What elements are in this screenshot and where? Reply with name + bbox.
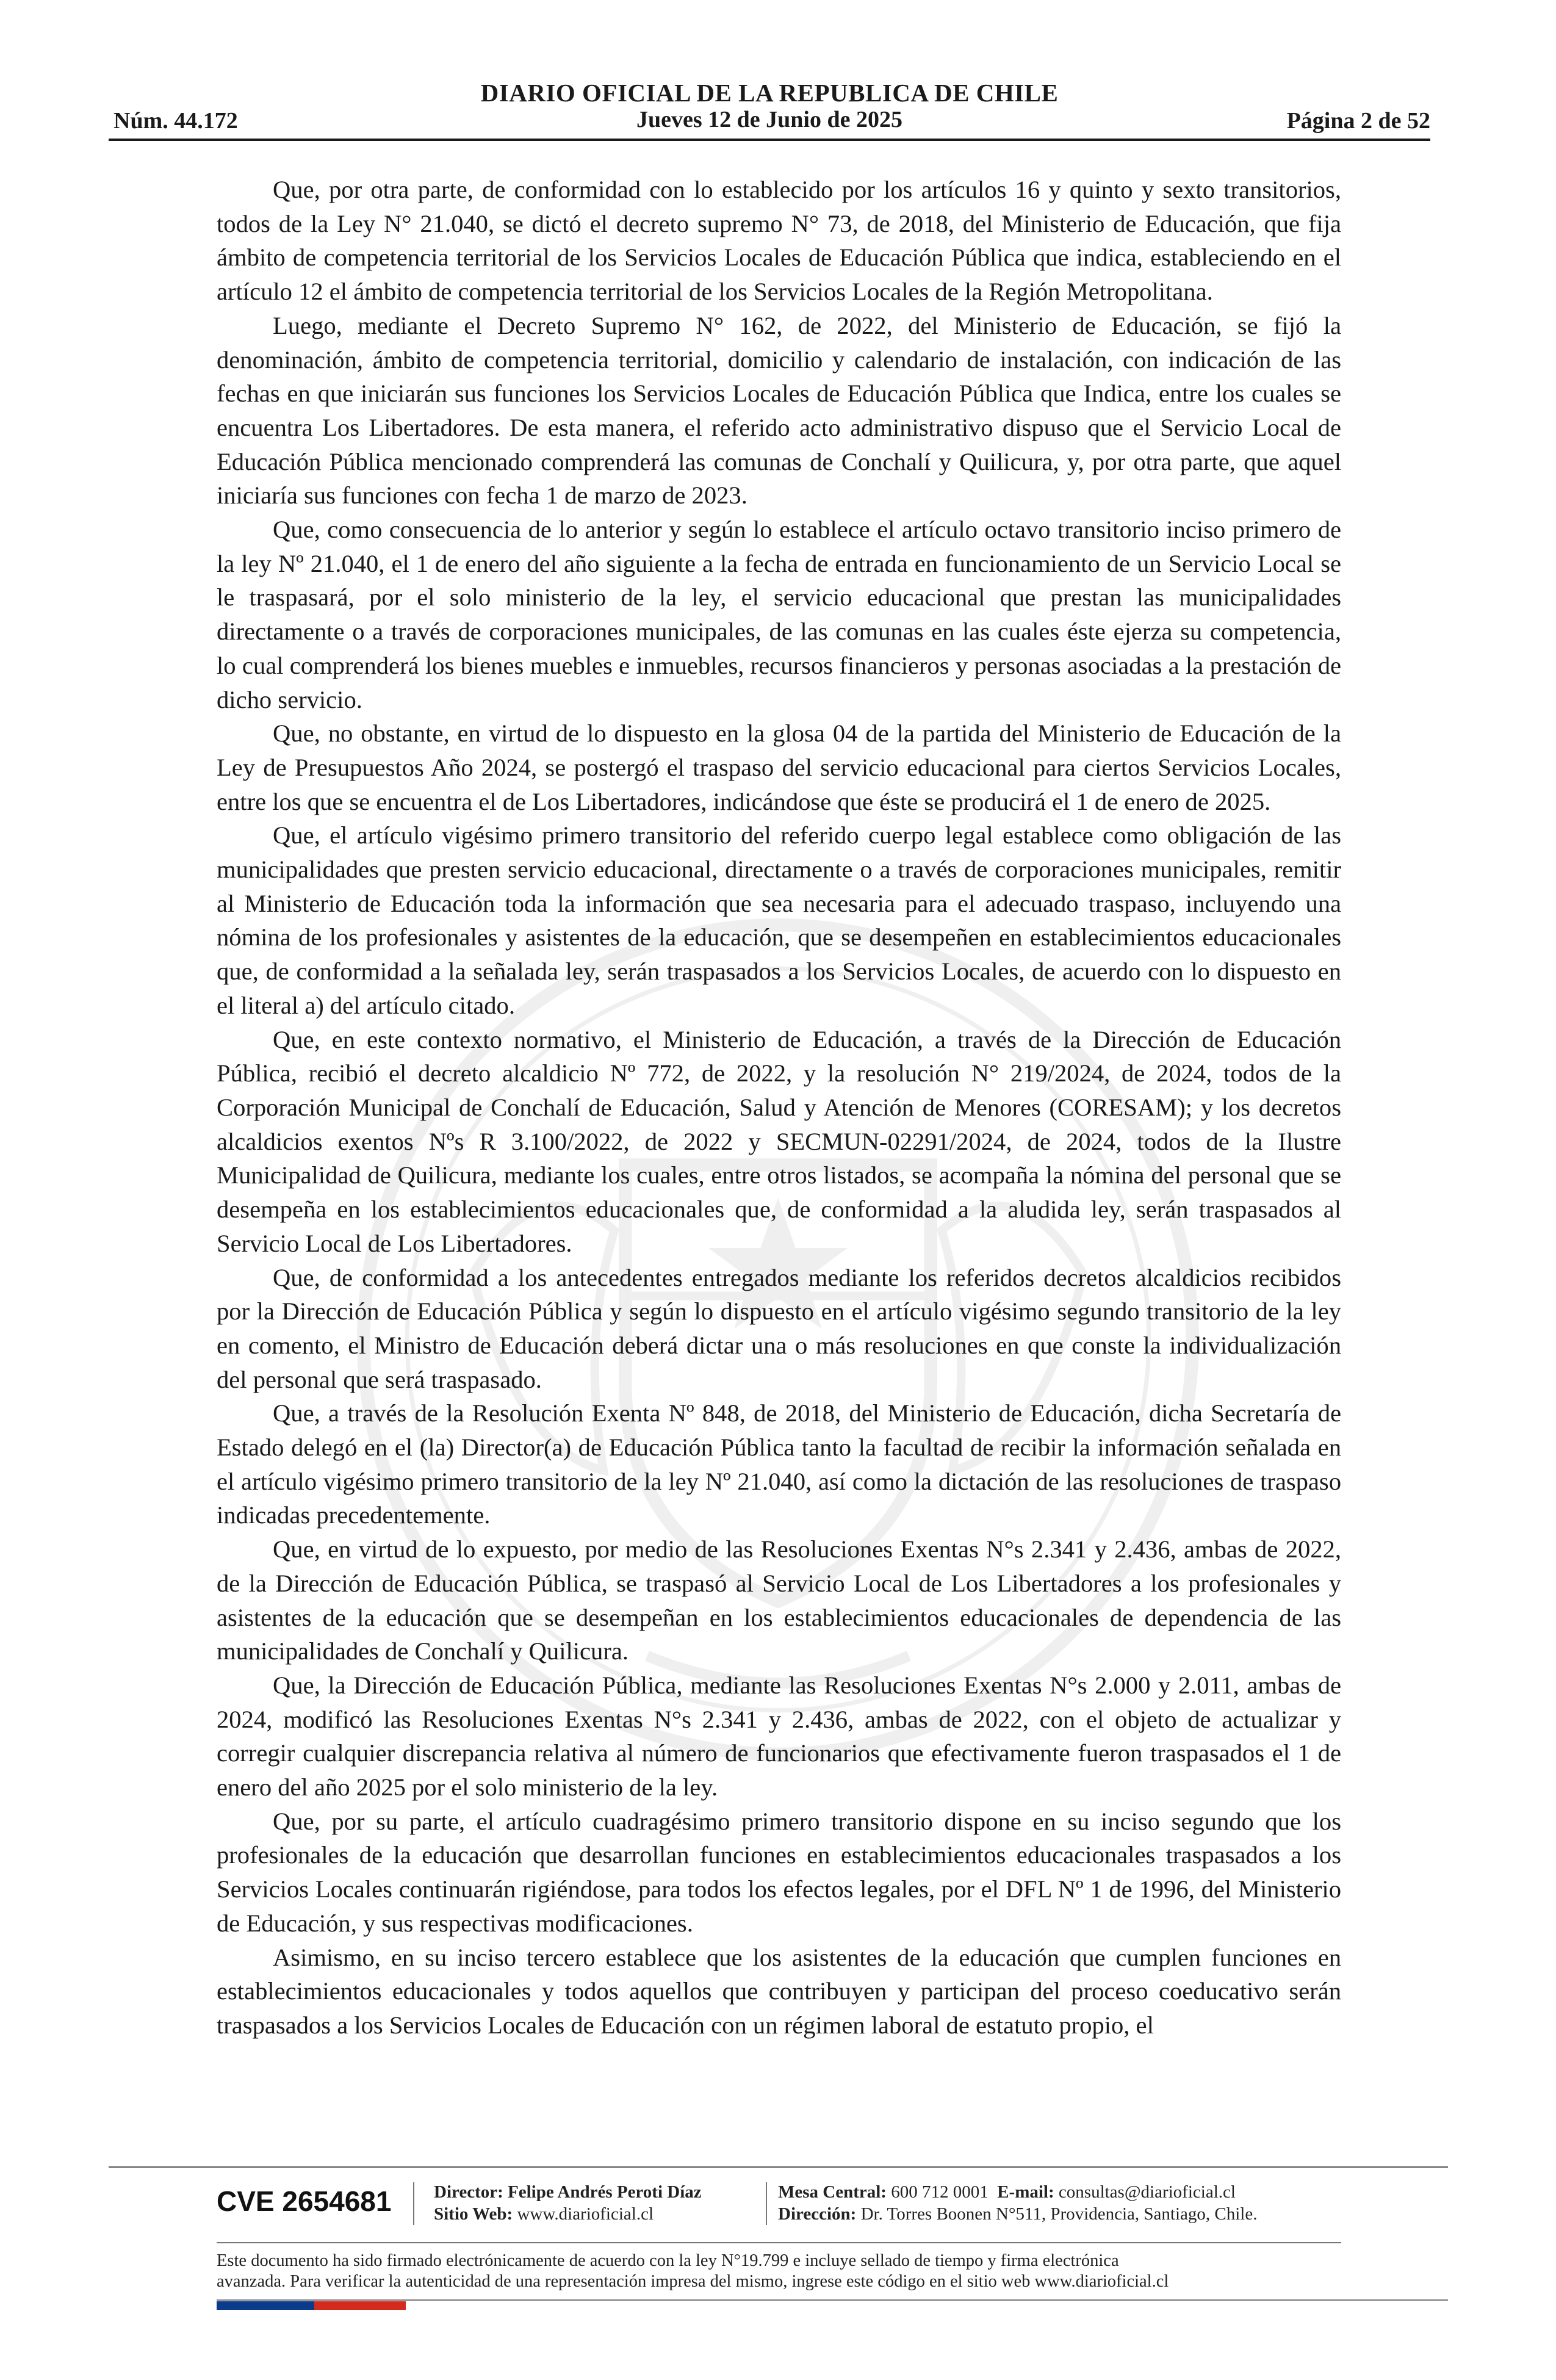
- address-label: Dirección:: [778, 2204, 857, 2224]
- director-name: Felipe Andrés Peroti Díaz: [508, 2182, 702, 2202]
- footer-divider-top: [109, 2166, 1448, 2168]
- footer-divider-bottom: [217, 2299, 1448, 2301]
- paragraph: Que, no obstante, en virtud de lo dispuesto en la glosa 04 de la partida del Ministerio de Educación de la Ley de Presupuestos Año 2024, se postergó el traspaso del servicio educacional para ciertos Servicios Locales, entre los que se encuentra el de Los Libertadores, indicándose que éste se producirá el 1 de enero de 2025.: [217, 719, 1341, 815]
- legal-notice: [217, 2251, 1352, 2292]
- paragraph: Que, de conformidad a los antecedentes entregados mediante los referidos decretos alcaldicios recibidos por la Dirección de Educación Pública y según lo dispuesto en el artículo vigésimo segundo transitorio de la ley en comento, el Ministro de Educación deberá dictar una o más resoluciones en que conste la individualización del personal que será traspasado.: [217, 1263, 1341, 1393]
- legal-notice-line: Este documento ha sido firmado electrónicamente de acuerdo con la ley N°19.799 e incluye sellado de tiempo y firma electrónica: [217, 2251, 1119, 2270]
- website-label: Sitio Web:: [434, 2204, 513, 2224]
- paragraph: Que, a través de la Resolución Exenta Nº 848, de 2018, del Ministerio de Educación, dicha Secretaría de Estado delegó en el (la) Director(a) de Educación Pública tanto la facultad de recibir la información señalada en el artículo vigésimo primero transitorio de la ley Nº 21.040, así como la dictación de las resoluciones de traspaso indicadas precedentemente.: [217, 1399, 1341, 1529]
- address-text: Dr. Torres Boonen N°511, Providencia, Santiago, Chile.: [860, 2204, 1258, 2224]
- page-indicator: Página 2 de 52: [1286, 108, 1430, 134]
- page-footer: [217, 2179, 1341, 2240]
- header-divider: [109, 139, 1430, 141]
- email-link[interactable]: consultas@diarioficial.cl: [1058, 2182, 1236, 2202]
- email-label: E-mail:: [997, 2182, 1054, 2202]
- issue-number: Núm. 44.172: [113, 108, 238, 134]
- cve-code: CVE 2654681: [217, 2185, 392, 2217]
- footer-separator: [766, 2182, 767, 2225]
- page-header: [109, 73, 1430, 142]
- paragraph: Que, por su parte, el artículo cuadragésimo primero transitorio dispone en su inciso segundo que los profesionales de la educación que desarrollan funciones en establecimientos educacionales traspasados a los Servicios Locales continuarán rigiéndose, para todos los efectos legales, por el DFL Nº 1 de 1996, del Ministerio de Educación, y sus respectivas modificaciones.: [217, 1807, 1341, 1937]
- footer-separator: [413, 2182, 414, 2225]
- paragraph: Asimismo, en su inciso tercero establece que los asistentes de la educación que cumplen funciones en establecimientos educacionales y todos aquellos que contribuyen y participan del proceso coeducativo serán traspasados a los Servicios Locales de Educación con un régimen laboral de estatuto propio, el: [217, 1943, 1341, 2039]
- document-body: [217, 173, 1341, 2043]
- flag-blue-segment: [217, 2301, 314, 2310]
- legal-notice-line: avanzada. Para verificar la autenticidad de una representación impresa del mismo, ingrese este código en el sitio web www.diarioficial.cl: [217, 2272, 1169, 2291]
- flag-color-bar: [217, 2301, 406, 2310]
- paragraph: Que, como consecuencia de lo anterior y según lo establece el artículo octavo transitorio inciso primero de la ley Nº 21.040, el 1 de enero del año siguiente a la fecha de entrada en funcionamiento de un Servicio Local se le traspasará, por el solo ministerio de la ley, el servicio educacional que prestan las municipalidades directamente o a través de corporaciones municipales, de las comunas en las cuales éste ejerza su competencia, lo cual comprenderá los bienes muebles e inmuebles, recursos financieros y personas asociadas a la prestación de dicho servicio.: [217, 516, 1341, 713]
- website-link[interactable]: www.diarioficial.cl: [517, 2204, 654, 2224]
- paragraph: Que, la Dirección de Educación Pública, mediante las Resoluciones Exentas N°s 2.000 y 2.011, ambas de 2024, modificó las Resoluciones Exentas N°s 2.341 y 2.436, ambas de 2022, con el objeto de actualizar y corregir cualquier discrepancia relativa al número de funcionarios que efectivamente fueron traspasados el 1 de enero del año 2025 por el solo ministerio de la ley.: [217, 1671, 1341, 1801]
- phone-number: 600 712 0001: [891, 2182, 989, 2202]
- issue-date: Jueves 12 de Junio de 2025: [636, 107, 902, 132]
- paragraph: Que, en virtud de lo expuesto, por medio de las Resoluciones Exentas N°s 2.341 y 2.436, ambas de 2022, de la Dirección de Educación Pública, se traspasó al Servicio Local de Los Libertadores a los profesionales y asistentes de la educación que se desempeñan en los establecimientos educacionales de dependencia de las municipalidades de Conchalí y Quilicura.: [217, 1535, 1341, 1665]
- footer-divider-mid: [217, 2242, 1341, 2243]
- journal-title: DIARIO OFICIAL DE LA REPUBLICA DE CHILE: [480, 79, 1059, 107]
- paragraph: Luego, mediante el Decreto Supremo N° 162, de 2022, del Ministerio de Educación, se fijó la denominación, ámbito de competencia territorial, domicilio y calendario de instalación, con indicación de las fechas en que iniciarán sus funciones los Servicios Locales de Educación Pública que Indica, entre los cuales se encuentra Los Libertadores. De esta manera, el referido acto administrativo dispuso que el Servicio Local de Educación Pública mencionado comprenderá las comunas de Conchalí y Quilicura, y, por otra parte, que aquel iniciaría sus funciones con fecha 1 de marzo de 2023.: [217, 311, 1341, 510]
- flag-red-segment: [314, 2301, 406, 2310]
- paragraph: Que, por otra parte, de conformidad con lo establecido por los artículos 16 y quinto y sexto transitorios, todos de la Ley N° 21.040, se dictó el decreto supremo N° 73, de 2018, del Ministerio de Educación, que fija ámbito de competencia territorial de los Servicios Locales de Educación Pública que indica, estableciendo en el artículo 12 el ámbito de competencia territorial de los Servicios Locales de la Región Metropolitana.: [217, 176, 1341, 306]
- paragraph: Que, en este contexto normativo, el Ministerio de Educación, a través de la Dirección de Educación Pública, recibió el decreto alcaldicio Nº 772, de 2022, y la resolución N° 219/2024, de 2024, todos de la Corporación Municipal de Conchalí de Educación, Salud y Atención de Menores (CORESAM); y los decretos alcaldicios exentos Nºs R 3.100/2022, de 2022 y SECMUN-02291/2024, de 2024, todos de la Ilustre Municipalidad de Quilicura, mediante los cuales, entre otros listados, se acompaña la nómina del personal que se desempeña en los establecimientos educacionales que, de conformidad a la aludida ley, serán traspasados al Servicio Local de Los Libertadores.: [217, 1025, 1341, 1257]
- footer-editorial-info: [434, 2181, 702, 2225]
- footer-contact-info: [778, 2181, 1257, 2225]
- phone-label: Mesa Central:: [778, 2182, 887, 2202]
- paragraph: Que, el artículo vigésimo primero transitorio del referido cuerpo legal establece como obligación de las municipalidades que presten servicio educacional, directamente o a través de corporaciones municipales, remitir al Ministerio de Educación toda la información que sea necesaria para el adecuado traspaso, incluyendo una nómina de los profesionales y asistentes de la educación, que se desempeñen en establecimientos educacionales que, de conformidad a la señalada ley, serán traspasados a los Servicios Locales, de acuerdo con lo dispuesto en el literal a) del artículo citado.: [217, 821, 1341, 1019]
- director-label: Director:: [434, 2182, 503, 2202]
